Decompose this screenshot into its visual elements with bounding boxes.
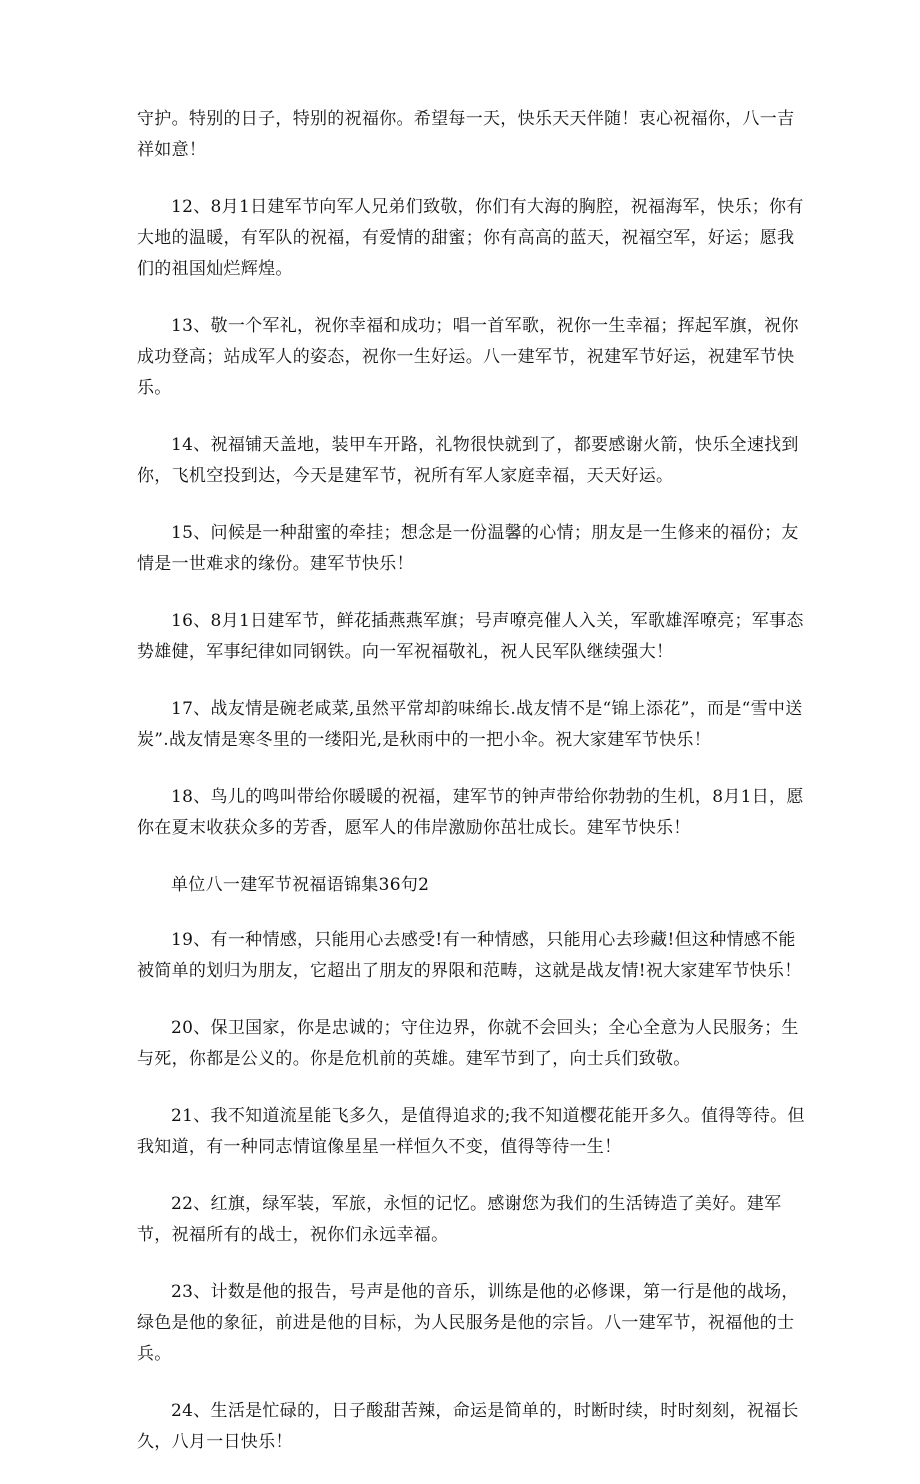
paragraph-21: 21、我不知道流星能飞多久，是值得追求的;我不知道樱花能开多久。值得等待。但我知道，有一种同志情谊像星星一样恒久不变，值得等待一生！: [137, 1106, 805, 1157]
paragraph-18: 18、鸟儿的鸣叫带给你暖暖的祝福，建军节的钟声带给你勃勃的生机，8月1日，愿你在夏末收获众多的芳香，愿军人的伟岸激励你茁壮成长。建军节快乐！: [137, 787, 804, 838]
paragraph-continuation: 守护。特别的日子，特别的祝福你。希望每一天，快乐天天伴随！衷心祝福你，八一吉祥如意！: [137, 109, 795, 160]
paragraph-17: 17、战友情是碗老咸菜,虽然平常却韵味绵长.战友情不是“锦上添花”，而是“雪中送炭”.战友情是寒冬里的一缕阳光,是秋雨中的一把小伞。祝大家建军节快乐！: [137, 699, 803, 750]
paragraph-12: 12、8月1日建军节向军人兄弟们致敬，你们有大海的胸腔，祝福海军，快乐；你有大地的温暖，有军队的祝福，有爱情的甜蜜；你有高高的蓝天，祝福空军，好运；愿我们的祖国灿烂辉煌。: [137, 197, 804, 279]
paragraph-22: 22、红旗，绿军装，军旅，永恒的记忆。感谢您为我们的生活铸造了美好。建军节，祝福所有的战士，祝你们永远幸福。: [137, 1194, 782, 1245]
paragraph-19: 19、有一种情感，只能用心去感受!有一种情感，只能用心去珍藏!但这种情感不能被简单的划归为朋友，它超出了朋友的界限和范畴，这就是战友情!祝大家建军节快乐！: [137, 930, 802, 981]
paragraph-14: 14、祝福铺天盖地，装甲车开路，礼物很快就到了，都要感谢火箭，快乐全速找到你，飞机空投到达，今天是建军节，祝所有军人家庭幸福，天天好运。: [137, 435, 799, 486]
paragraph-16: 16、8月1日建军节，鲜花插燕燕军旗；号声嘹亮催人入关，军歌雄浑嘹亮；军事态势雄健，军事纪律如同钢铁。向一军祝福敬礼，祝人民军队继续强大！: [137, 611, 804, 662]
paragraph-15: 15、问候是一种甜蜜的牵挂；想念是一份温馨的心情；朋友是一生修来的福份；友情是一世难求的缘份。建军节快乐！: [137, 523, 799, 574]
paragraph-13: 13、敬一个军礼，祝你幸福和成功；唱一首军歌，祝你一生幸福；挥起军旗，祝你成功登高；站成军人的姿态，祝你一生好运。八一建军节，祝建军节好运，祝建军节快乐。: [137, 316, 799, 398]
paragraph-23: 23、计数是他的报告，号声是他的音乐，训练是他的必修课，第一行是他的战场，绿色是他的象征，前进是他的目标，为人民服务是他的宗旨。八一建军节，祝福他的士兵。: [137, 1282, 799, 1364]
section-heading: 单位八一建军节祝福语锦集36句2: [171, 875, 430, 895]
document-body: [137, 104, 809, 1484]
paragraph-20: 20、保卫国家，你是忠诚的；守住边界，你就不会回头；全心全意为人民服务；生与死，你都是公义的。你是危机前的英雄。建军节到了，向士兵们致敬。: [137, 1018, 799, 1069]
paragraph-24: 24、生活是忙碌的，日子酸甜苦辣，命运是简单的，时断时续，时时刻刻，祝福长久，八月一日快乐！: [137, 1401, 799, 1452]
